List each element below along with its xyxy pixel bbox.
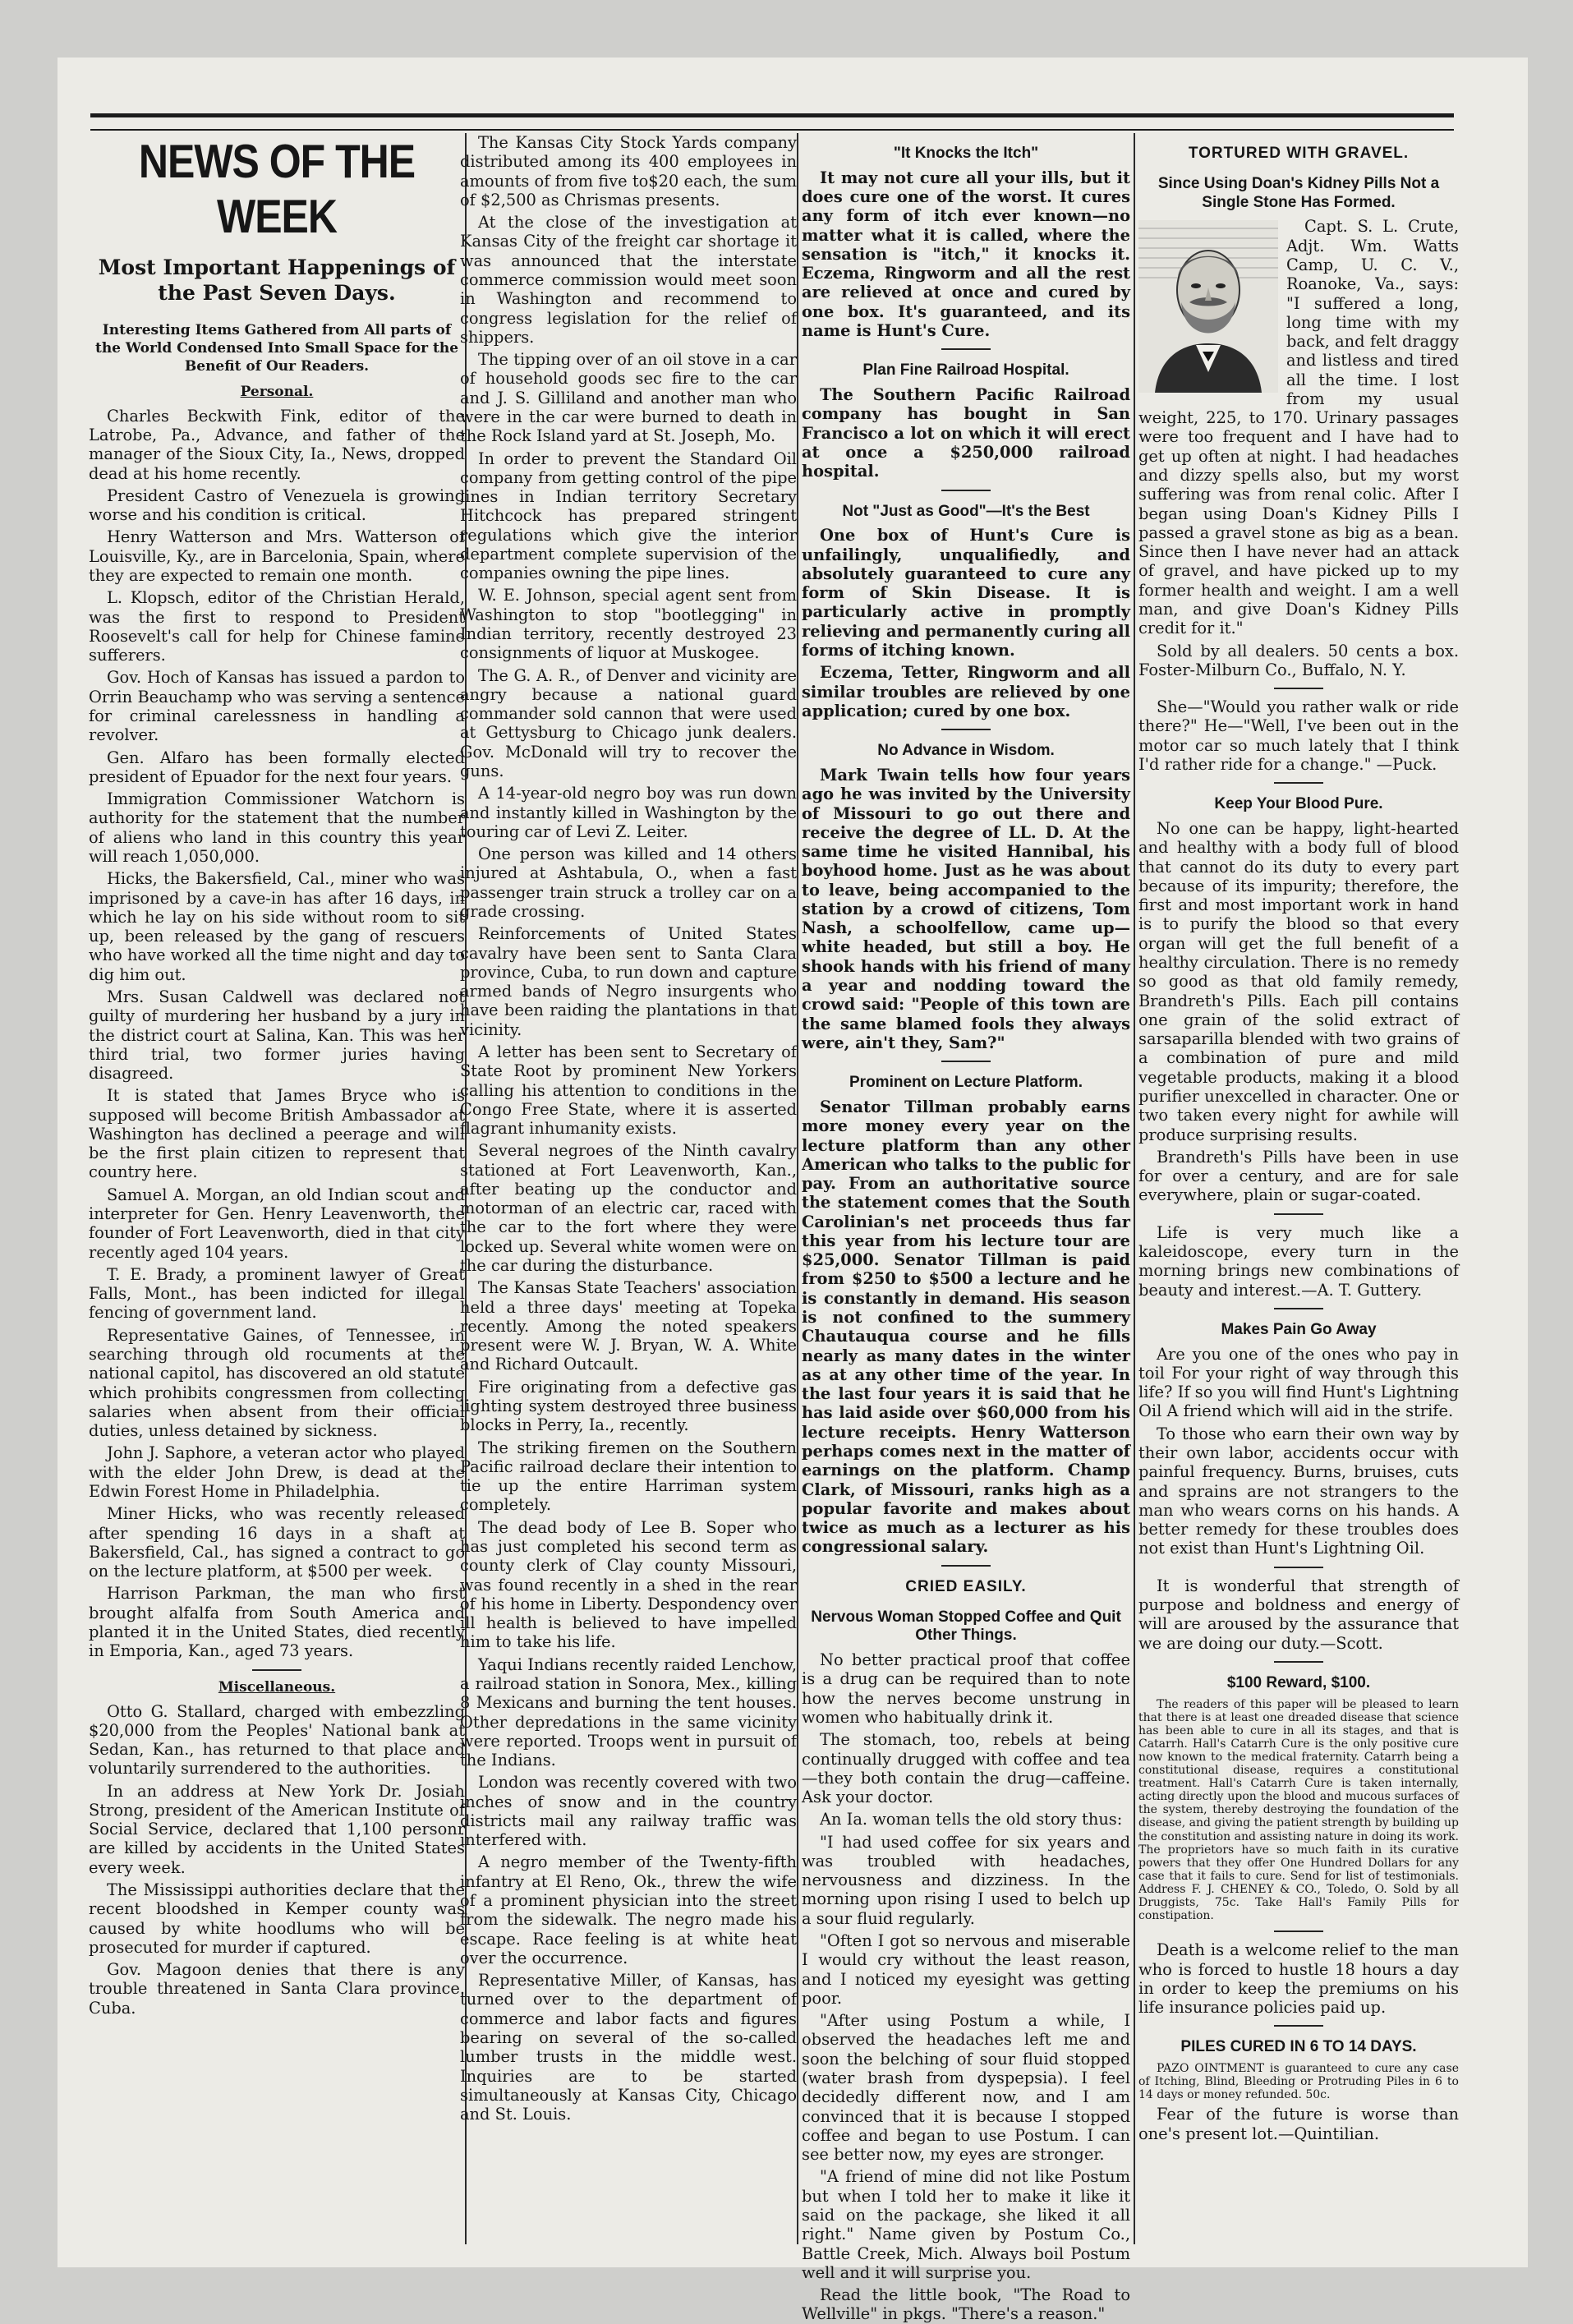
ad-text: The readers of this paper will be pleased to learn that there is at least one dreaded disease that science has been able to cure in all its stages, and that is Catarrh. Hall's Catarrh Cure is the only positive cure now known to the medical fraternity. Catarrh being a constitutional disease, requires a constitutional treatment. Hall's Catarrh Cure is taken internally, acting directly upon the blood and mucous surfaces of the system, thereby destroying the foundation of the disease, and giving the patient strength by building up the constitution and assisting nature in doing its work. The proprietors have so much faith in its curative powers that they offer One Hundred Dollars for any case that it fails to cure. Send for list of testimonials. Address F. J. CHENEY & CO., Toledo, O. Sold by all Druggists, 75c. Take Hall's Family Pills for constipation. xyxy=(1138,1697,1459,1923)
column-rule xyxy=(797,133,798,2244)
ad-text: Capt. S. L. Crute, Adjt. Wm. Watts Camp, U. C. V., Roanoke, Va., says: "I suffered a long, long time with my back, and felt draggy and listless and tired all the time. I lost from my usual weight, 225, to 170. Urinary passages were too frequent and I have had to get up often at night. I had headaches and dizzy spells also, but my worst suffering was from renal colic. After I began using Doan's Kidney Pills I passed a gravel stone as big as a bean. Since then I have never had an attack of gravel, and have picked up to my former health and weight. I am a well man, and give Doan's Kidney Pills credit for it." xyxy=(1138,217,1459,638)
news-item: T. E. Brady, a prominent lawyer of Great Falls, Mont., has been indicted for illegal fencing of government land. xyxy=(89,1264,465,1323)
ad-text: PAZO OINTMENT is guaranteed to cure any case of Itching, Blind, Bleeding or Protruding Piles in 6 to 14 days or money refunded. 50c. xyxy=(1138,2062,1459,2102)
news-item: Otto G. Stallard, charged with embezzling $20,000 from the Peoples' National bank at Sedan, Kan., has returned to that place and voluntarily surrendered to the authorities. xyxy=(89,1701,465,1779)
ad-text: Eczema, Tetter, Ringworm and all similar troubles are relieved by one application; cured by one box. xyxy=(802,663,1130,720)
divider xyxy=(1274,2025,1323,2027)
news-item: The dead body of Lee B. Soper who has just completed his second term as county clerk of Clay county Missouri, was found recently in a shed in the rear of his home in Liberty. Despondency over ill health is believed to have impelled him to take his life. xyxy=(460,1517,797,1652)
column-3 xyxy=(802,133,1130,2324)
article-heading: Makes Pain Go Away xyxy=(1221,1320,1377,1338)
divider xyxy=(1274,1213,1323,1215)
masthead-rule xyxy=(90,113,1454,131)
news-item: Henry Watterson and Mrs. Watterson of Louisville, Ky., are in Barcelonia, Spain, where they are expected to remain one month. xyxy=(89,527,465,586)
news-item: Immigration Commissioner Watchorn is authority for the statement that the number of aliens who land in this country this year will reach 1,050,000. xyxy=(89,789,465,866)
news-item: President Castro of Venezuela is growing worse and his condition is critical. xyxy=(89,486,465,525)
news-item: Gov. Hoch of Kansas has issued a pardon to Orrin Beauchamp who was serving a sentence for criminal carelessness in handling a revolver. xyxy=(89,668,465,745)
news-item: Gov. Magoon denies that there is any trouble threatened in Santa Clara province. Cuba. xyxy=(89,1960,465,2018)
section-heading-personal: Personal. xyxy=(240,383,314,400)
column-2 xyxy=(460,133,797,2244)
ad-text: No one can be happy, light-hearted and healthy with a body full of blood that cannot do its duty to every part because of its impurity; therefore, the first and most important work in hand is to purify the blood so that every organ will get the full benefit of a healthy circulation. There is no remedy so good as that old family remedy, Brandreth's Pills. Each pill contains one grain of the solid extract of sarsaparilla blended with two grains of a combination of pure and mild vegetable products, making it a blood purifier unexcelled in character. One or two taken every night for awhile will produce surprising results. xyxy=(1138,819,1459,1144)
article-heading: CRIED EASILY. xyxy=(905,1577,1027,1595)
article-text: Senator Tillman probably earns more money every year on the lecture platform than any other American who talks to the public for pay. From an authoritative source the statement comes that the South Carolinian's net proceeds thus far this year from his lecture tour are $25,000. Senator Tillman is paid from $250 to $500 a lecture and he is constantly in demand. His season is not confined to the summery Chautauqua course and he fills nearly as many dates in the winter as at any other time of the year. In the last four years it is said that he has laid aside over $60,000 from his lecture receipts. Henry Watterson perhaps comes next in the matter of earnings on the platform. Champ Clark, of Missouri, ranks high as a popular favorite and makes about twice as much as a lecturer as his congressional salary. xyxy=(802,1097,1130,1557)
column-1 xyxy=(89,133,465,2244)
divider xyxy=(941,729,991,730)
article-text: Death is a welcome relief to the man who is forced to hustle 18 hours a day in order to keep the premiums on his life insurance policies paid up. xyxy=(1138,1940,1459,2018)
news-item: The Mississippi authorities declare that the recent bloodshed in Kemper county was caused by white hoodlums who will be prosecuted for murder if captured. xyxy=(89,1880,465,1957)
news-item: L. Klopsch, editor of the Christian Herald, was the first to respond to President Roosevelt's call for help for Chinese famine sufferers. xyxy=(89,588,465,665)
ad-text: It may not cure all your ills, but it does cure one of the worst. It cures any form of itch ever known—no matter what it is called, where the sensation is "itch," it knocks it. Eczema, Ringworm and all the rest are relieved at once and cured by one box. It's guaranteed, and its name is Hunt's Cure. xyxy=(802,168,1130,341)
ad-text: Are you one of the ones who pay in toil For your right of way through this life? If so you will find Hunt's Lightning Oil A friend which will aid in the strife. xyxy=(1138,1344,1459,1421)
divider xyxy=(252,1669,301,1671)
portrait-engraving xyxy=(1138,220,1278,393)
ad-text: One box of Hunt's Cure is unfailingly, unqualifiedly, and absolutely guaranteed to cure any form of Skin Disease. It is particularly active in promptly relieving and permanently curing all forms of itching known. xyxy=(802,526,1130,660)
news-item: Reinforcements of United States cavalry have been sent to Santa Clara province, Cuba, to run down and capture armed bands of Negro insurgents who have been raiding the plantations in that vicinity. xyxy=(460,924,797,1039)
ad-text: Sold by all dealers. 50 cents a box. Foster-Milburn Co., Buffalo, N. Y. xyxy=(1138,641,1459,679)
article-heading: "It Knocks the Itch" xyxy=(893,145,1039,162)
article-text: Life is very much like a kaleidoscope, every turn in the morning brings new combinations of beauty and interest.—A. T. Guttery. xyxy=(1138,1222,1459,1300)
news-item: London was recently covered with two inches of snow and in the country districts mail any railway traffic was interfered with. xyxy=(460,1773,797,1850)
news-item: Representative Gaines, of Tennessee, in searching through old rocuments at the national capitol, has discovered an old statute which prohibits congressmen from collecting salaries when absent from their official duties, unless detained by sickness. xyxy=(89,1325,465,1441)
divider xyxy=(1274,1661,1323,1663)
article-text: "After using Postum a while, I observed the headaches left me and soon the belching of sour fluid stopped (water brash from dyspepsia). I feel decidedly different now, and I am convinced that it is because I stopped coffee and began to use Postum. I can see better now, my eyes are stronger. xyxy=(802,2011,1130,2165)
article-text: "I had used coffee for six years and was troubled with headaches, nervousness and dizziness. In the morning upon rising I used to belch up a sour fluid regularly. xyxy=(802,1832,1130,1928)
section-heading-miscellaneous: Miscellaneous. xyxy=(218,1678,336,1696)
news-item: A 14-year-old negro boy was run down and instantly killed in Washington by the touring car of Levi Z. Leiter. xyxy=(460,784,797,841)
article-text: Mark Twain tells how four years ago he was invited by the University of Missouri to go out there and receive the degree of LL. D. At the same time he visited Hannibal, his boyhood home. Just as he was about to leave, being accompanied to the station by a crowd of citizens, Tom Nash, a schoolfellow, came up—white headed, but still a boy. He shook hands with his friend of many a year and nodding toward the crowd said: "People of this town are the same blamed fools they always were, ain't they, Sam?" xyxy=(802,765,1130,1052)
divider xyxy=(941,490,991,491)
page-title: NEWS OF THE WEEK xyxy=(138,135,416,243)
news-item: Mrs. Susan Caldwell was declared not guilty of murdering her husband by a jury in the district court at Salina, Kan. This was her third trial, two former juries having disagreed. xyxy=(89,987,465,1084)
news-item: The G. A. R., of Denver and vicinity are angry because a national guard commander sold cannon that were used at Gettysburg to Chicago junk dealers. Gov. McDonald will try to recover the guns. xyxy=(460,665,797,780)
news-item: In an address at New York Dr. Josiah Strong, president of the American Institute of Social Service, declared that 1,100 personr are killed by accidents in the United States every week. xyxy=(89,1781,465,1877)
divider xyxy=(941,1061,991,1062)
news-item: A negro member of the Twenty-fifth infantry at El Reno, Ok., threw the wife of a prominent physician into the street from the sidewalk. The negro made his escape. Race feeling is at white heat over the occurrence. xyxy=(460,1852,797,1967)
column-4 xyxy=(1138,133,1459,2244)
news-item: Samuel A. Morgan, an old Indian scout and interpreter for Gen. Henry Leavenworth, the founder of Fort Leavenworth, died in that city recently aged 104 years. xyxy=(89,1185,465,1262)
news-item: The Kansas City Stock Yards company distributed among its 400 employees in amounts of from five to$20 each, the sum of $2,500 as Chrismas presents. xyxy=(460,133,797,209)
news-subdek: Interesting Items Gathered from All parts of the World Condensed Into Small Space for the Benefit of Our Readers. xyxy=(94,321,459,375)
news-item: Yaqui Indians recently raided Lenchow, a railroad station in Sonora, Mex., killing 8 Mexicans and burning the tent houses. Other depredations in the same vicinity were reported. Troops went in pursuit of the Indians. xyxy=(460,1654,797,1770)
divider xyxy=(1274,1567,1323,1568)
divider xyxy=(1274,1308,1323,1309)
news-item: A letter has been sent to Secretary of State Root by prominent New Yorkers calling his attention to conditions in the Congo Free State, where it is asserted flagrant inhumanity exists. xyxy=(460,1042,797,1139)
news-item: In order to prevent the Standard Oil company from getting control of the pipe lines in Indian territory Secretary Hitchcock has prepared stringent regulations which give the interior department complete supervision of the companies owning the pipe lines. xyxy=(460,449,797,583)
column-rule xyxy=(1134,133,1135,2244)
news-item: Hicks, the Bakersfield, Cal., miner who was imprisoned by a cave-in has after 16 days, in which he lay on his side without room to sit up, been released by the gang of rescuers who have worked all the time night and day to dig him out. xyxy=(89,869,465,984)
news-item: One person was killed and 14 others injured at Ashtabula, O., when a fast passenger train struck a trolley car on a grade crossing. xyxy=(460,844,797,921)
divider xyxy=(941,1565,991,1567)
article-subheading: Nervous Woman Stopped Coffee and Quit Other Things. xyxy=(811,1608,1121,1645)
divider xyxy=(1274,1931,1323,1932)
news-item: Charles Beckwith Fink, editor of the Latrobe, Pa., Advance, and father of the manager of the Sioux City, Ia., News, dropped dead at his home recently. xyxy=(89,406,465,483)
article-text: Fear of the future is worse than one's present lot.—Quintilian. xyxy=(1138,2105,1459,2143)
news-dek: Most Important Happenings of the Past Seven Days. xyxy=(98,255,456,306)
article-subheading: Since Using Doan's Kidney Pills Not a Single Stone Has Formed. xyxy=(1157,174,1440,211)
article-heading: Plan Fine Railroad Hospital. xyxy=(862,361,1069,380)
article-text: "Often I got so nervous and miserable I would cry without the least reason, and I noticed my eyesight was getting poor. xyxy=(802,1931,1130,2008)
article-text: An Ia. woman tells the old story thus: xyxy=(820,1810,1123,1829)
news-item: Gen. Alfaro has been formally elected president of Epuador for the next four years. xyxy=(89,748,465,786)
article-heading: $100 Reward, $100. xyxy=(1226,1673,1371,1691)
article-text: The stomach, too, rebels at being continually drugged with coffee and tea—they both contain the drug—caffeine. Ask your doctor. xyxy=(802,1730,1130,1807)
news-item: At the close of the investigation at Kansas City of the freight car shortage it was announced that the interstate commerce commission would meet soon in Washington and recommend to congress legislation for the relief of shippers. xyxy=(460,213,797,347)
news-item: Fire originating from a defective gas lighting system destroyed three business blocks in Perry, Ia., recently. xyxy=(460,1377,797,1435)
news-item: The tipping over of an oil stove in a car of household goods sec fire to the car and J. S. Gilliland and another man who were in the car were burned to death in the Rock Island yard at St. Joseph, Mo. xyxy=(460,350,797,446)
news-item: Miner Hicks, who was recently released after spending 16 days in a shaft at Bakersfield, Cal., has signed a contract to go on the lecture platform, at $500 per week. xyxy=(89,1504,465,1581)
article-heading: Not "Just as Good"—It's the Best xyxy=(842,502,1090,520)
article-text: "A friend of mine did not like Postum but when I told her to make it like it said on the package, she liked it all right." Name given by Postum Co., Battle Creek, Mich. Always boil Postum well and it will surprise you. xyxy=(802,2167,1130,2282)
ad-text: Brandreth's Pills have been in use for over a century, and are for sale everywhere, plain or sugar-coated. xyxy=(1138,1147,1459,1205)
news-item: Several negroes of the Ninth cavalry stationed at Fort Leavenworth, Kan., after beating up the conductor and motorman of an electric car, raced with the car to the fort where they were locked up. Several white women were on the car during the disturbance. xyxy=(460,1141,797,1276)
article-heading: No Advance in Wisdom. xyxy=(877,742,1055,760)
news-item: The striking firemen on the Southern Pacific railroad declare their intention to tie up the entire Harriman system completely. xyxy=(460,1438,797,1515)
divider xyxy=(1274,782,1323,784)
news-item: Representative Miller, of Kansas, has turned over to the department of commerce and labor facts and figures bearing on several of the so-called lumber trusts in the middle west. Inquiries are to be started simultaneously at Kansas City, Chicago and St. Louis. xyxy=(460,1971,797,2124)
article-heading: PILES CURED IN 6 TO 14 DAYS. xyxy=(1180,2038,1417,2056)
article-text: No better practical proof that coffee is a drug can be required than to note how the nerves become unstrung in women who habitually drink it. xyxy=(802,1650,1130,1727)
divider xyxy=(941,348,991,350)
divider xyxy=(1274,688,1323,689)
news-item: It is stated that James Bryce who is supposed will become British Ambassador at Washington has declined a peerage and will be the first plain citizen to represent that country here. xyxy=(89,1086,465,1182)
article-heading: Keep Your Blood Pure. xyxy=(1214,795,1383,813)
news-item: John J. Saphore, a veteran actor who played with the elder John Drew, is dead at the Edwin Forest Home in Philadelphia. xyxy=(89,1443,465,1501)
article-text: The Southern Pacific Railroad company has bought in San Francisco a lot on which it will erect at once a $250,000 railroad hospital. xyxy=(802,385,1130,481)
news-item: The Kansas State Teachers' association held a three days' meeting at Topeka recently. Among the noted speakers present were W. J. Bryan, W. A. White and Richard Outcault. xyxy=(460,1278,797,1374)
ad-text: To those who earn their own way by their own labor, accidents occur with painful frequency. Burns, bruises, cuts and sprains are not strangers to the man who wears corns on his hands. A better remedy for these troubles does not exist than Hunt's Lightning Oil. xyxy=(1138,1424,1459,1558)
article-text: She—"Would you rather walk or ride there?" He—"Well, I've been out in the motor car so much lately that I think I'd rather ride for a change." —Puck. xyxy=(1138,697,1459,774)
news-item: W. E. Johnson, special agent sent from Washington to stop "bootlegging" in Indian territory, recently destroyed 23 consignments of liquor at Muskogee. xyxy=(460,586,797,663)
article-text: Read the little book, "The Road to Wellville" in pkgs. "There's a reason." xyxy=(802,2285,1130,2324)
news-item: Harrison Parkman, the man who first brought alfalfa from South America and planted it in the United States, died recently in Emporia, Kan., aged 73 years. xyxy=(89,1584,465,1661)
article-heading: Prominent on Lecture Platform. xyxy=(849,1074,1083,1092)
article-text: It is wonderful that strength of purpose and boldness and energy of will are aroused by the assurance that we are doing our duty.—Scott. xyxy=(1138,1576,1459,1653)
article-heading: TORTURED WITH GRAVEL. xyxy=(1188,145,1410,162)
